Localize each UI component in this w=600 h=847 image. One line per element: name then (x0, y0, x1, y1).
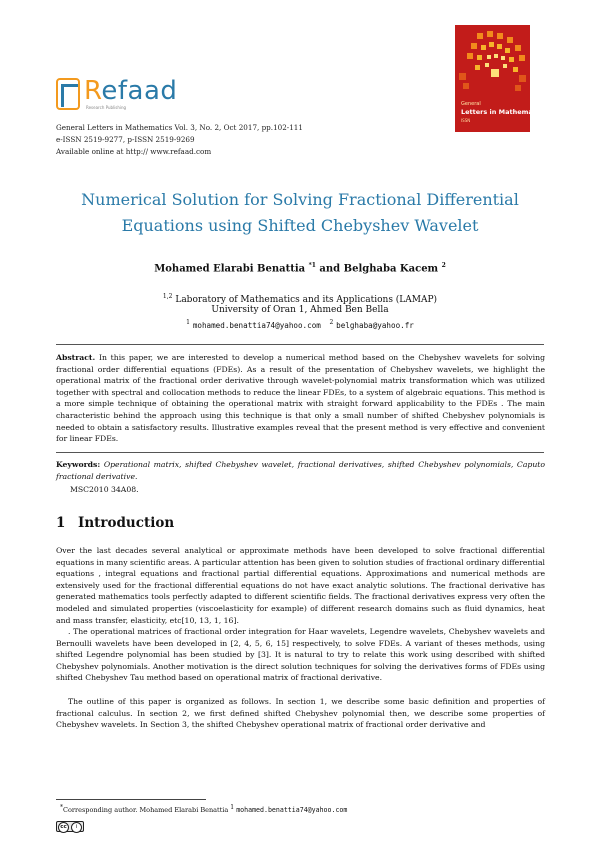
paper-title-line1: Numerical Solution for Solving Fractional Differential (81, 190, 519, 209)
affiliation-university: University of Oran 1, Ahmed Ben Bella (211, 305, 389, 315)
msc-classification: MSC2010 34A08. (70, 485, 139, 494)
journal-availability: Available online at http:// www.refaad.com (56, 147, 212, 156)
cover-title-line2: Letters in Mathematics (461, 108, 546, 116)
footnote-email-mark: 1 (230, 804, 235, 811)
section-title: Introduction (78, 515, 175, 531)
cover-issn: ISSN (461, 118, 471, 123)
keywords-label: Keywords: (56, 460, 101, 469)
footnote-email[interactable]: mohamed.benattia74@yahoo.com (236, 806, 348, 815)
email-2-mark: 2 (329, 319, 334, 326)
affiliation-lab: Laboratory of Mathematics and its Applications (LAMAP) (175, 295, 438, 305)
intro-paragraph-2 (56, 626, 545, 684)
affiliation-emails (50, 317, 550, 332)
paper-title-line2: Equations using Shifted Chebyshev Wavelet (121, 216, 479, 235)
authors (50, 262, 550, 274)
abstract-bottom-rule (56, 452, 544, 453)
logo-tagline: Research Publishing (86, 105, 127, 110)
authors-and: and (319, 263, 341, 275)
author-1-mark: *1 (308, 262, 316, 269)
author-2-mark: 2 (441, 262, 446, 269)
author-1: Mohamed Elarabi Benattia (154, 263, 306, 275)
abstract-top-rule (56, 344, 544, 345)
footnote (60, 804, 347, 814)
email-2[interactable]: belghaba@yahoo.fr (336, 321, 414, 330)
footnote-text: Corresponding author. Mohamed Elarabi Benattia (63, 806, 229, 815)
email-1-mark: 1 (186, 319, 190, 326)
intro-paragraph-1: Over the last decades several analytical or approximate methods have been developed to solve fractional differential equations in many scientific areas. A particular attention has been given to solution studies of fractional ordinary differential equations , integral equations and fractional partial differential equations. Approximations and numerical methods are extensively used for the fractional differential equations do not have exact analytic solutions. The fractional derivative has generated mathematics tools perfectly adapted to different scientific fields. The fractional derivatives express very often the modeled and simulated properties (viscoelasticity for example) of different research domains such as fluid dynamics, heat and mass transfer, elasticity, etc[10, 13, 1, 16]. (56, 546, 545, 625)
journal-issn: e-ISSN 2519-9277, p-ISSN 2519-9269 (56, 135, 195, 144)
keywords-text: Operational matrix, shifted Chebyshev wavelet, fractional derivatives, shifted Chebyshev polynomials, Caputo fractional derivative. (56, 460, 545, 481)
intro-paragraph-3 (56, 696, 545, 731)
journal-citation: General Letters in Mathematics Vol. 3, No. 2, Oct 2017, pp.102-111 (56, 123, 303, 132)
journal-cover-image (455, 25, 546, 132)
cover-title-line1: General (461, 101, 481, 107)
intro-paragraph-2-text: . The operational matrices of fractional order integration for Haar wavelets, Legendre wavelets, Chebyshev wavelets and Bernoulli wavelets have been developed in [2, 4, 5, 6, 15] respectively, to solve FDEs. A variant of theses methods, using shifted Legendre polynomial has been studied by [3]. It is natural to try to relate this work using described with shifted Chebyshev polynomials. Another motivation is the direct solution techniques for solving the derivatives forms of FDEs using shifted Chebyshev Tau method based on operational matrix of fractional derivative. (56, 627, 545, 683)
cc-license-icon[interactable] (56, 821, 84, 832)
footnote-mark: * (60, 804, 63, 811)
logo-mark-icon (56, 78, 80, 110)
author-2: Belghaba Kacem (343, 263, 439, 275)
abstract (56, 352, 545, 445)
cc-logo-icon: cc (58, 822, 69, 833)
email-1[interactable]: mohamed.benattia74@yahoo.com (192, 321, 321, 330)
logo-wordmark: Refaad (84, 76, 178, 106)
affiliation-mark: 1,2 (162, 293, 173, 300)
abstract-text: In this paper, we are interested to develop a numerical method based on the Chebyshev wavelets for solving fractional order differential equations (FDEs). As a result of the presentation of Chebyshev wavelets, we highlight the operational matrix of the fractional order derivative through wavelet-polynomial matrix transformation which was utilized together with spectral and collocation methods to reduce the linear FDEs, to a system of algebraic equations. This method is a more simple technique of obtaining the operational matrix with straight forward applicability to the FDEs . The main characteristic behind the approach using this technique is that only a small number of shifted Chebyshev polynomials is needed to obtain a satisfactory results. Illustrative examples reveal that the present method is very effective and convenient for linear FDEs. (56, 353, 545, 444)
abstract-label: Abstract. (56, 353, 96, 362)
cc-by-icon: i (71, 822, 82, 833)
section-heading (56, 515, 174, 531)
footnote-rule (56, 799, 206, 800)
journal-logo (56, 78, 186, 114)
keywords (56, 459, 545, 482)
section-number: 1 (56, 515, 66, 531)
intro-paragraph-3-text: The outline of this paper is organized as follows. In section 1, we describe some basic definition and properties of fractional calculus. In section 2, we first defined shifted Chebyshev polynomial then, we describe some properties of Chebyshev wavelets. In Section 3, the shifted Chebyshev operational matrix of fractional order derivative and (56, 697, 545, 730)
